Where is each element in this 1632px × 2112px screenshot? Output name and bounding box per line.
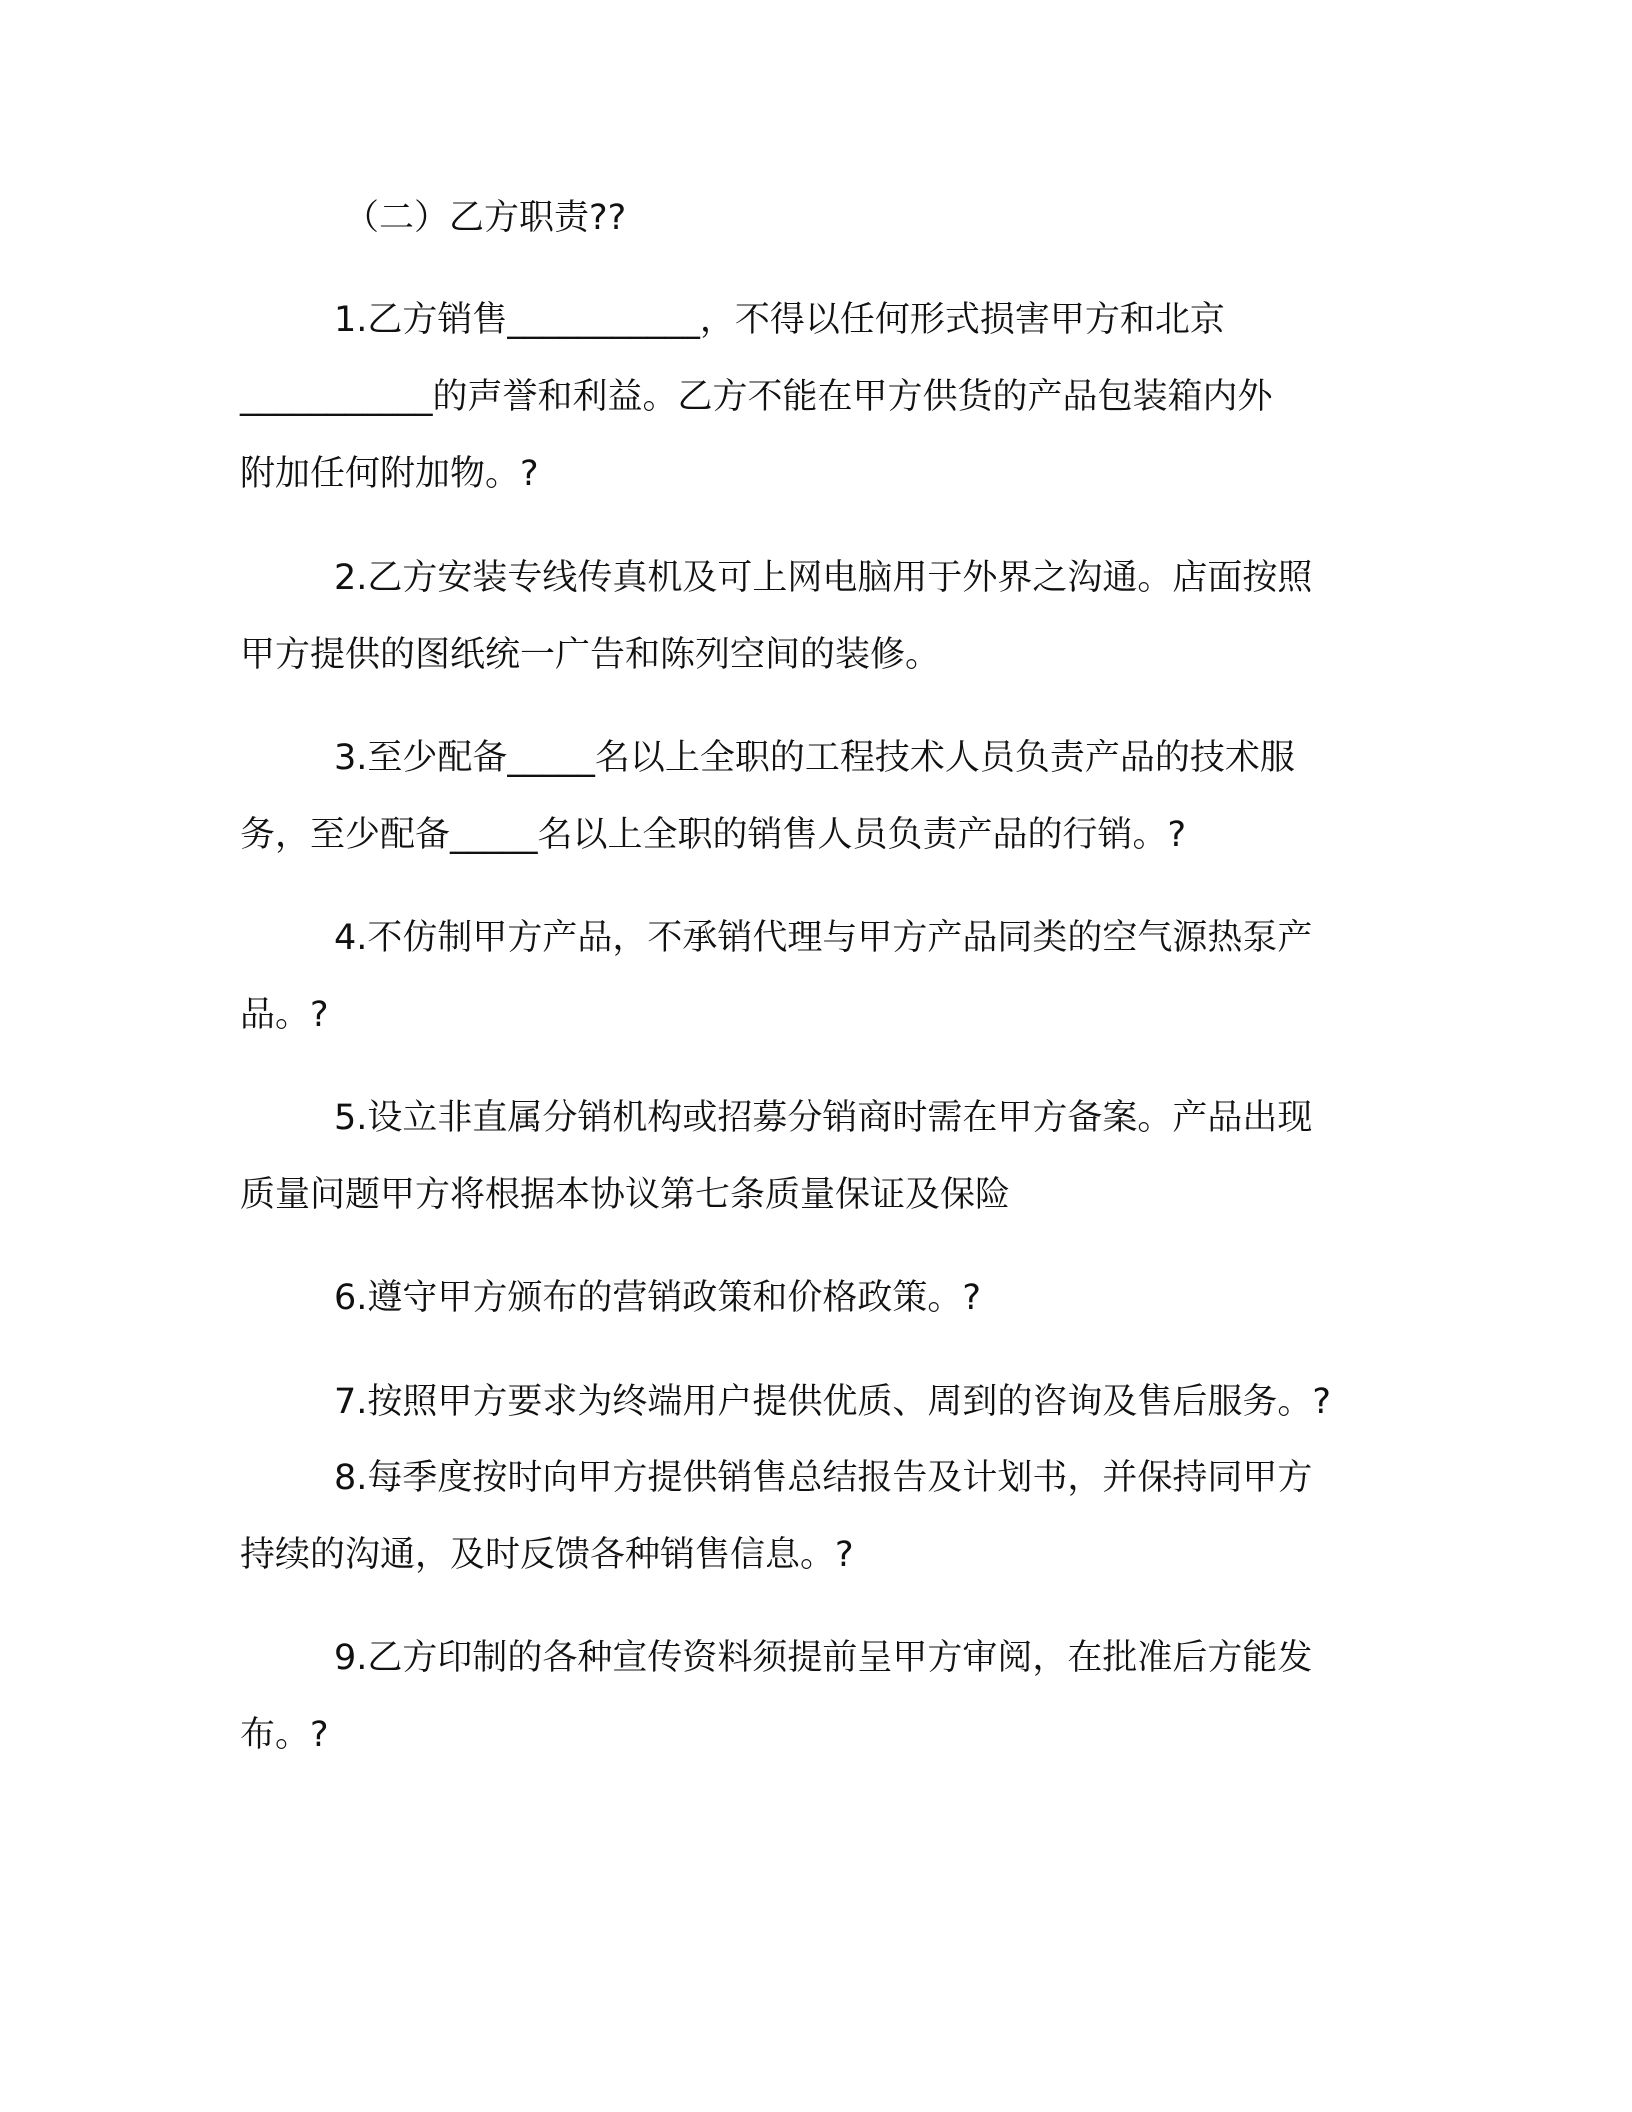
clause-1-line-3: 附加任何附加物。?: [240, 454, 539, 494]
clause-1-line-2: ___________的声誉和利益。乙方不能在甲方供货的产品包装箱内外: [240, 377, 1273, 417]
clause-3-line-2: 务，至少配备_____名以上全职的销售人员负责产品的行销。?: [240, 815, 1187, 855]
clause-2-line-2: 甲方提供的图纸统一广告和陈列空间的装修。: [240, 635, 941, 675]
clause-4-line-1: 4.不仿制甲方产品，不承销代理与甲方产品同类的空气源热泵产: [334, 918, 1313, 958]
clause-9-line-1: 9.乙方印制的各种宣传资料须提前呈甲方审阅，在批准后方能发: [334, 1638, 1313, 1678]
clause-6: [240, 1260, 1400, 1337]
clause-8-line-2: 持续的沟通，及时反馈各种销售信息。?: [240, 1535, 854, 1575]
clause-5: [240, 1080, 1400, 1234]
clause-4: [240, 900, 1400, 1054]
clause-3-line-1: 3.至少配备_____名以上全职的工程技术人员负责产品的技术服: [334, 738, 1295, 778]
clause-9: [240, 1620, 1400, 1774]
clause-8-line-1: 8.每季度按时向甲方提供销售总结报告及计划书，并保持同甲方: [334, 1458, 1313, 1498]
clause-8: [240, 1440, 1400, 1594]
clause-7-line-1: 7.按照甲方要求为终端用户提供优质、周到的咨询及售后服务。?: [334, 1382, 1331, 1422]
clause-1-line-1: 1.乙方销售___________，不得以任何形式损害甲方和北京: [334, 300, 1225, 340]
clause-7: [240, 1364, 1400, 1441]
clause-4-line-2: 品。?: [240, 995, 329, 1035]
clause-5-line-1: 5.设立非直属分销机构或招募分销商时需在甲方备案。产品出现: [334, 1098, 1313, 1138]
clause-5-line-2: 质量问题甲方将根据本协议第七条质量保证及保险: [240, 1175, 1011, 1215]
clause-2-line-1: 2.乙方安装专线传真机及可上网电脑用于外界之沟通。店面按照: [334, 558, 1313, 598]
clause-9-line-2: 布。?: [240, 1715, 329, 1755]
clause-3: [240, 720, 1400, 874]
section-heading: （二）乙方职责??: [344, 198, 627, 238]
clause-6-line-1: 6.遵守甲方颁布的营销政策和价格政策。?: [334, 1278, 981, 1318]
clause-2: [240, 540, 1400, 694]
clause-1: [240, 282, 1400, 513]
